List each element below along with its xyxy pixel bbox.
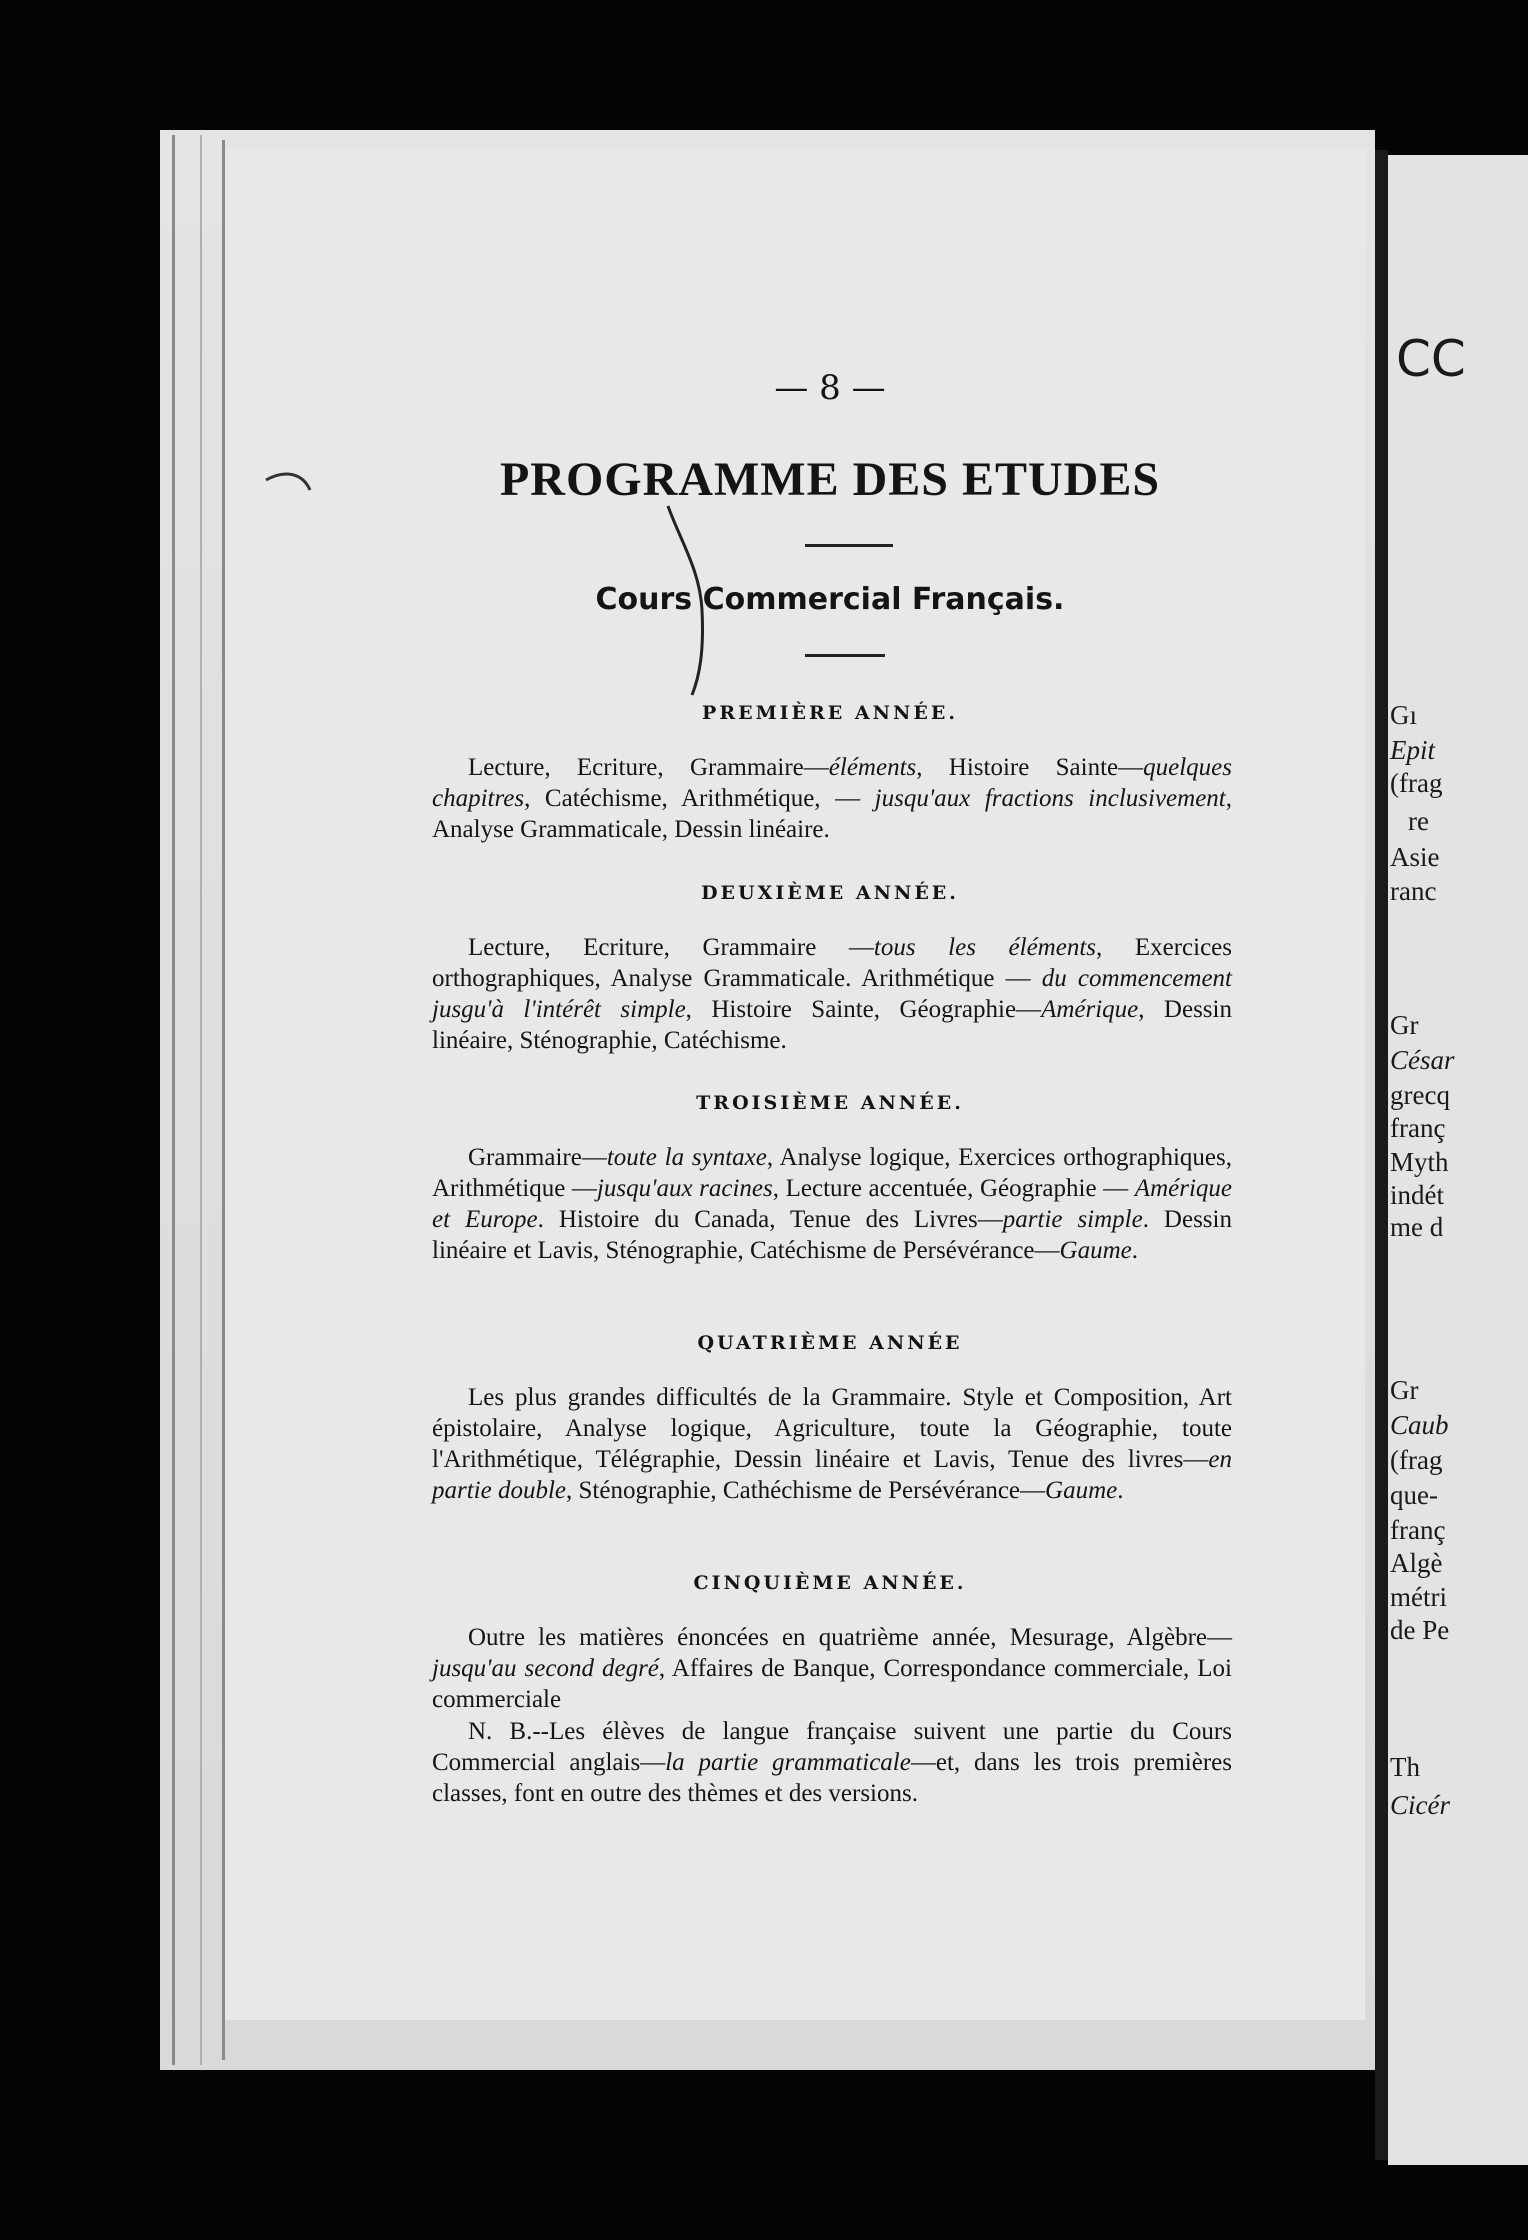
year-heading: QUATRIÈME ANNÉE [697, 1332, 963, 1354]
divider-rule [805, 544, 893, 547]
right-page-fragment: Cicér [1390, 1790, 1450, 1820]
year-heading: CINQUIÈME ANNÉE. [693, 1572, 967, 1594]
page-edge-line [172, 135, 175, 2065]
right-page-fragment: de Pe [1390, 1615, 1450, 1645]
book-gutter [1375, 150, 1388, 2160]
year-paragraph: Les plus grandes difficultés de la Grammaire. Style et Composition, Art épistolaire, Analyse logique, Agriculture, toute la Géographie, toute l'Arithmétique, Télégraphie, Dessin linéaire et Lavis, Tenue des livres—en partie double, Sténographie, Cathéchisme de Persévérance—Gaume. [432, 1384, 1232, 1504]
section-subtitle: Cours Commercial Français. [595, 582, 1065, 617]
year-paragraph: Lecture, Ecriture, Grammaire—éléments, Histoire Sainte—quelques chapitres, Catéchisme, Arithmétique, — jusqu'aux fractions inclusivement, Analyse Grammaticale, Dessin linéaire. [432, 754, 1233, 843]
right-page-fragment: re [1408, 806, 1429, 836]
pencil-bracket-mark [640, 500, 730, 700]
year-heading: DEUXIÈME ANNÉE. [701, 882, 959, 904]
right-page-fragment: franç [1390, 1113, 1446, 1143]
right-page-fragment: Epit [1390, 735, 1435, 765]
right-page-fragment: Gr [1390, 1010, 1419, 1040]
right-page-fragment: franç [1390, 1515, 1446, 1545]
right-page-fragment: Gı [1390, 700, 1417, 730]
year-paragraph: Outre les matières énoncées en quatrième année, Mesurage, Algèbre—jusqu'au second degré, Affaires de Banque, Correspondance commerciale, Loi commerciale [432, 1624, 1232, 1713]
page-edge-line [200, 135, 202, 2065]
right-page-fragment: Th [1390, 1752, 1420, 1782]
nota-bene-paragraph: N. B.--Les élèves de langue française suivent une partie du Cours Commercial anglais—la partie grammaticale—et, dans les trois premières classes, font en outre des thèmes et des versions. [432, 1718, 1232, 1807]
right-page-fragment: que- [1390, 1480, 1438, 1510]
divider-rule [805, 654, 885, 657]
right-page-fragment: grecq [1390, 1080, 1450, 1110]
right-page-paper [1388, 155, 1528, 2165]
page-number: — 8 — [774, 368, 886, 408]
right-page-fragment: Asie [1390, 842, 1440, 872]
right-page-fragment: Caub [1390, 1410, 1449, 1440]
year-paragraph: Lecture, Ecriture, Grammaire —tous les éléments, Exercices orthographiques, Analyse Grammaticale. Arithmétique — du commencement jusgu'à l'intérêt simple, Histoire Sainte, Géographie—Amérique, Dessin linéaire, Sténographie, Catéchisme. [432, 934, 1232, 1054]
pencil-hook-mark [262, 462, 322, 522]
year-heading: PREMIÈRE ANNÉE. [702, 702, 958, 724]
right-page-fragment: Algè [1390, 1548, 1443, 1578]
right-page-fragment: (frag [1390, 1445, 1443, 1475]
right-page-fragment: métri [1390, 1582, 1447, 1612]
right-page-fragment: (frag [1390, 768, 1443, 798]
year-paragraph: Grammaire—toute la syntaxe, Analyse logique, Exercices orthographiques, Arithmétique —jusqu'aux racines, Lecture accentuée, Géographie — Amérique et Europe. Histoire du Canada, Tenue des Livres—partie simple. Dessin linéaire et Lavis, Sténographie, Catéchisme de Persévérance—Gaume. [432, 1144, 1232, 1264]
right-page-fragment: CC [1396, 330, 1466, 388]
year-heading: TROISIÈME ANNÉE. [696, 1092, 964, 1114]
right-page-fragment: ranc [1390, 876, 1437, 906]
right-page-fragment: César [1390, 1045, 1455, 1075]
right-page-fragment: Gr [1390, 1375, 1419, 1405]
right-page-fragment: me d [1390, 1212, 1444, 1242]
right-page-fragment: indét [1390, 1180, 1444, 1210]
page-title: PROGRAMME DES ETUDES [499, 453, 1161, 506]
right-page-text [1388, 155, 1528, 2165]
right-page-fragment: Myth [1390, 1147, 1449, 1177]
